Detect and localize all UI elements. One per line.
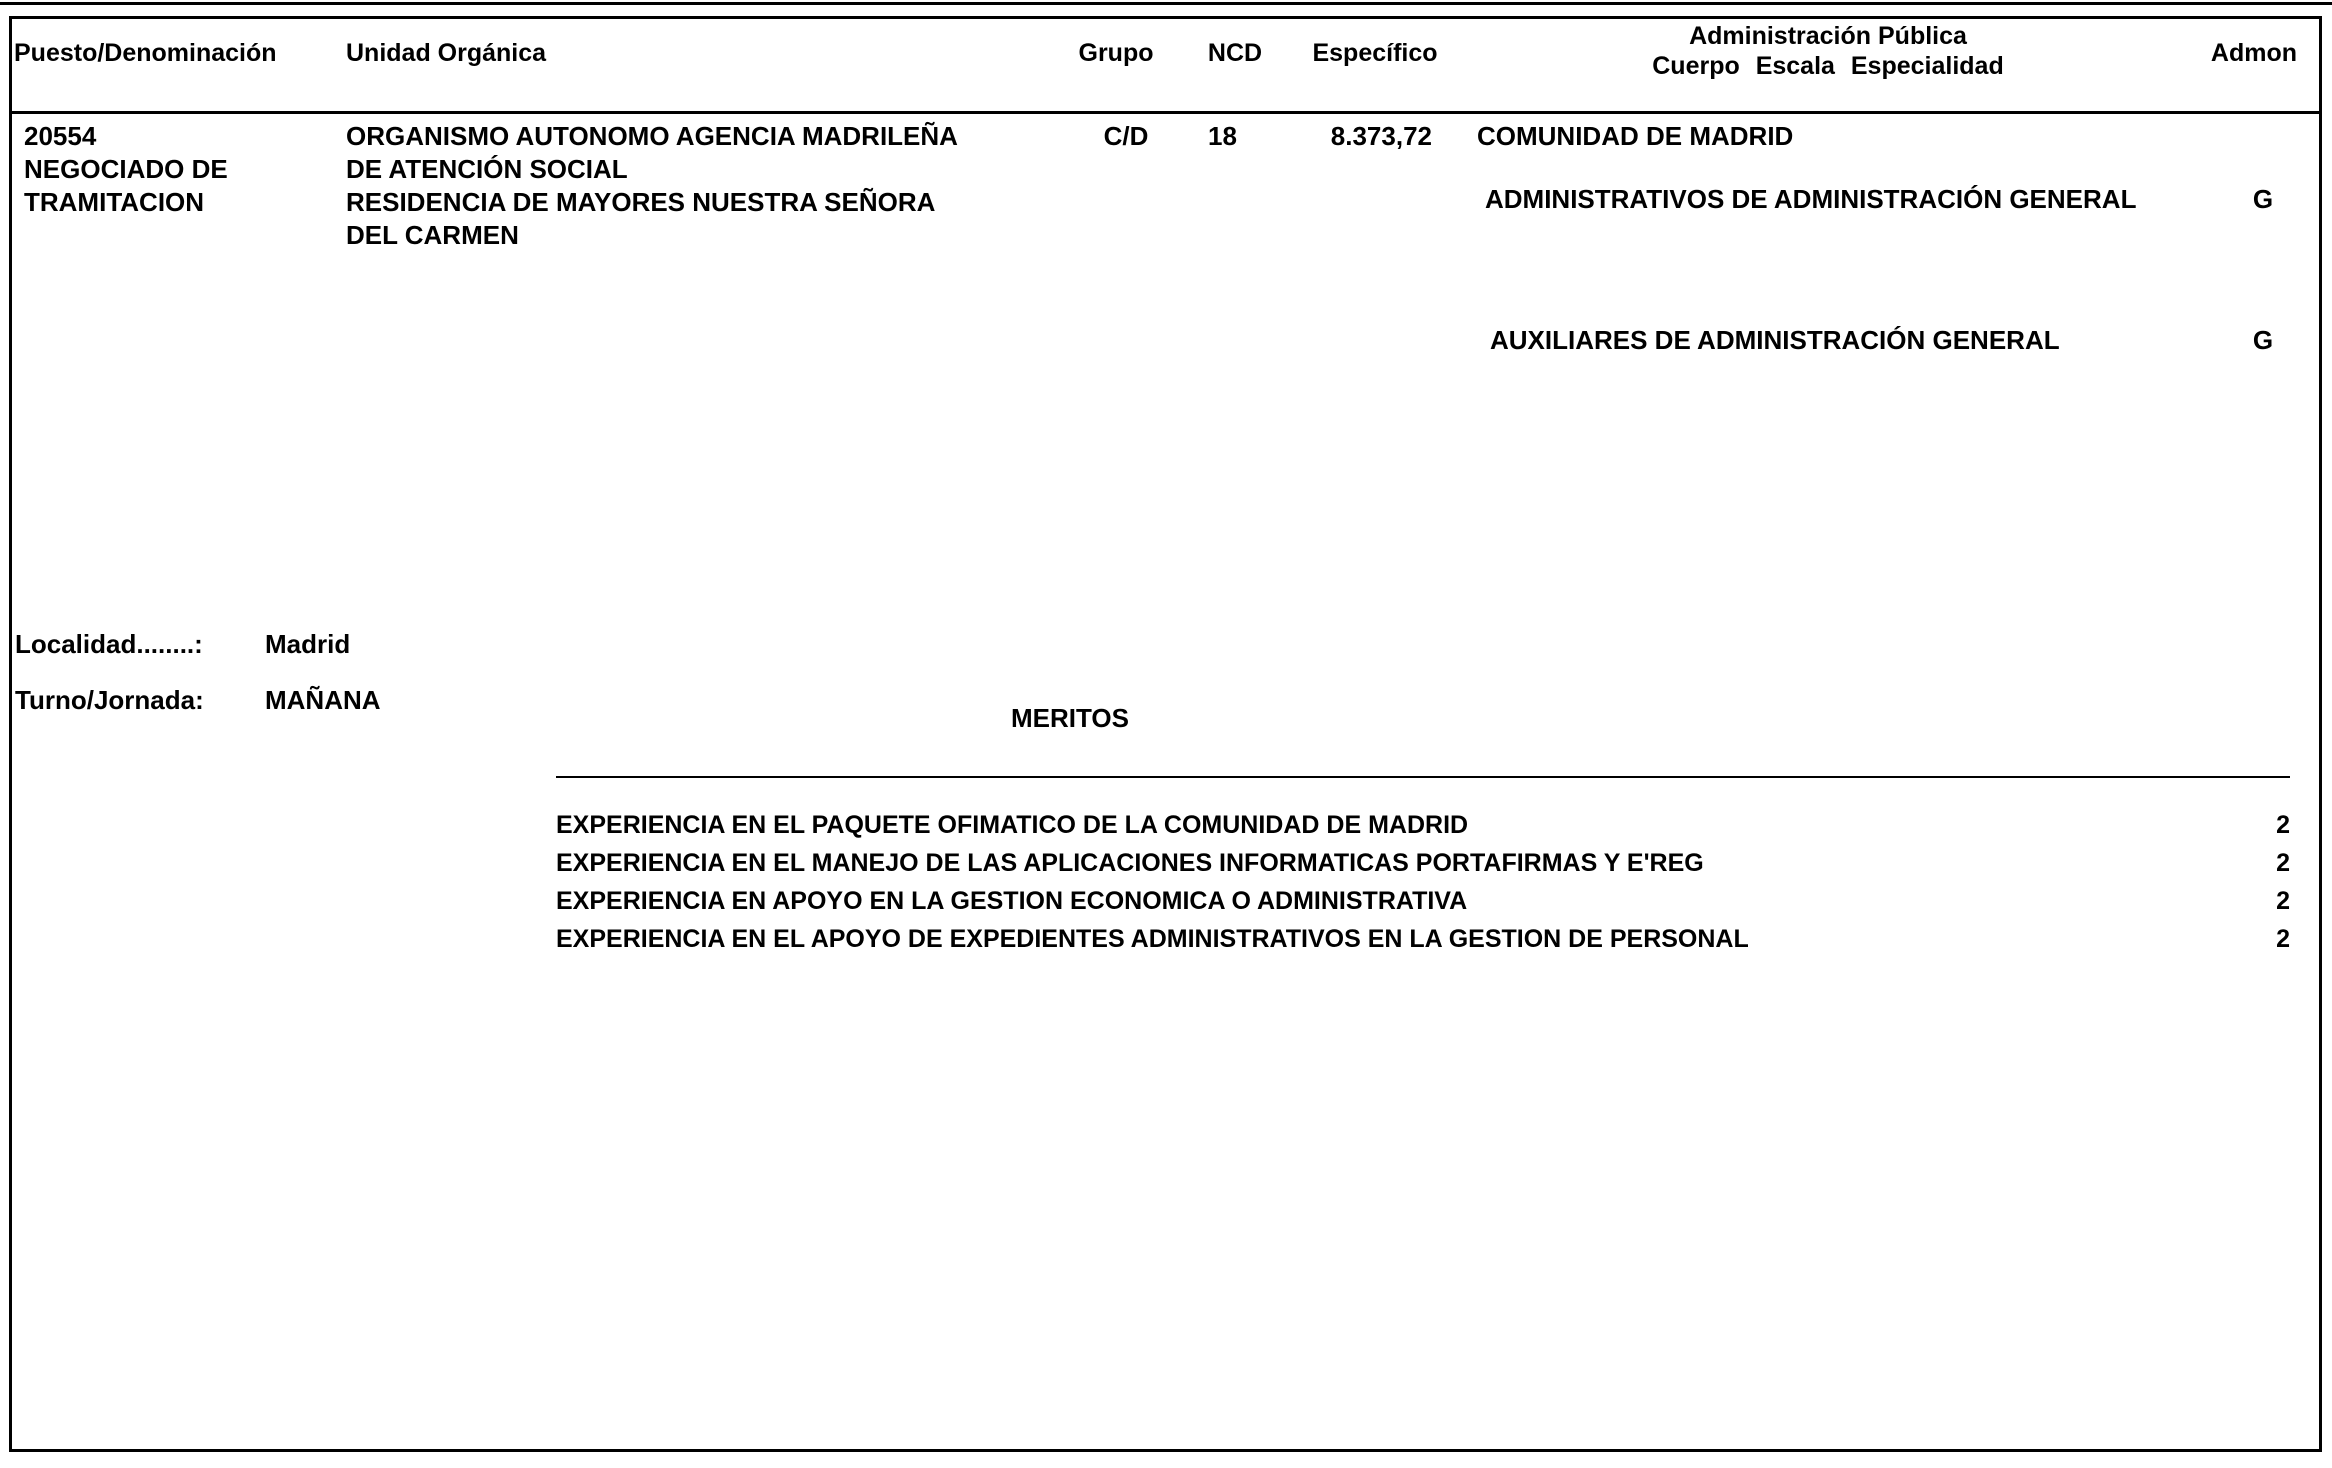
unidad-organica-cell	[346, 120, 1076, 252]
merit-item	[556, 844, 2290, 882]
merit-text: EXPERIENCIA EN EL PAQUETE OFIMATICO DE LA COMUNIDAD DE MADRID	[556, 811, 1469, 839]
header-separator	[9, 111, 2322, 114]
cuerpo-row	[1490, 324, 2060, 357]
unidad-organica-line: RESIDENCIA DE MAYORES NUESTRA SEÑORA	[346, 187, 936, 217]
merit-item	[556, 806, 2290, 844]
meritos-list	[556, 806, 2290, 958]
column-header-especifico: Específico	[1312, 39, 1438, 67]
puesto-code: 20554	[24, 121, 97, 151]
administracion-publica-value: COMUNIDAD DE MADRID	[1477, 121, 1794, 151]
merit-text: EXPERIENCIA EN APOYO EN LA GESTION ECONOMICA O ADMINISTRATIVA	[556, 887, 1468, 915]
merit-item	[556, 920, 2290, 958]
puesto-denominacion: NEGOCIADO DE TRAMITACION	[24, 154, 228, 217]
unidad-organica-line: DE ATENCIÓN SOCIAL	[346, 154, 628, 184]
unidad-organica-line: DEL CARMEN	[346, 220, 519, 250]
ncd-value: 18	[1208, 121, 1237, 151]
merit-points: 2	[2276, 887, 2290, 915]
unidad-organica-line: ORGANISMO AUTONOMO AGENCIA MADRILEÑA	[346, 121, 958, 151]
top-rule	[0, 2, 2332, 5]
grupo-value: C/D	[1103, 121, 1149, 151]
merit-text: EXPERIENCIA EN EL MANEJO DE LAS APLICACIONES INFORMATICAS PORTAFIRMAS Y E'REG	[556, 849, 1704, 877]
column-header-admon: Admon	[2210, 39, 2297, 67]
localidad-label: Localidad........:	[15, 629, 203, 659]
merit-text: EXPERIENCIA EN EL APOYO DE EXPEDIENTES ADMINISTRATIVOS EN LA GESTION DE PERSONAL	[556, 925, 1749, 953]
turno-jornada-label: Turno/Jornada:	[15, 685, 204, 715]
merit-item	[556, 882, 2290, 920]
column-header-grupo: Grupo	[1078, 39, 1154, 67]
merit-points: 2	[2276, 849, 2290, 877]
cuerpo-row	[1485, 183, 2136, 216]
turno-jornada-value: MAÑANA	[265, 685, 381, 715]
column-header-unidad: Unidad Orgánica	[346, 39, 547, 67]
meritos-separator	[556, 776, 2290, 778]
column-header-cuerpo-escala-especialidad: Cuerpo Escala Especialidad	[1652, 52, 2004, 80]
column-header-puesto: Puesto/Denominación	[14, 39, 277, 67]
column-header-administracion-publica-line1: Administración Pública	[1689, 22, 1967, 50]
cuerpo-nombre: ADMINISTRATIVOS DE ADMINISTRACIÓN GENERAL	[1485, 184, 2137, 214]
cuerpo-nombre: AUXILIARES DE ADMINISTRACIÓN GENERAL	[1490, 325, 2060, 355]
cuerpo-admon-value: G	[2252, 184, 2274, 214]
column-header-ncd: NCD	[1207, 39, 1263, 67]
merit-points: 2	[2276, 811, 2290, 839]
meritos-title: MERITOS	[1011, 703, 1129, 733]
localidad-value: Madrid	[265, 629, 351, 659]
merit-points: 2	[2276, 925, 2290, 953]
puesto-cell	[24, 120, 334, 219]
especifico-value: 8.373,72	[1330, 121, 1432, 151]
cuerpo-admon-value: G	[2252, 325, 2274, 355]
column-header-administracion-publica	[1628, 21, 2028, 81]
